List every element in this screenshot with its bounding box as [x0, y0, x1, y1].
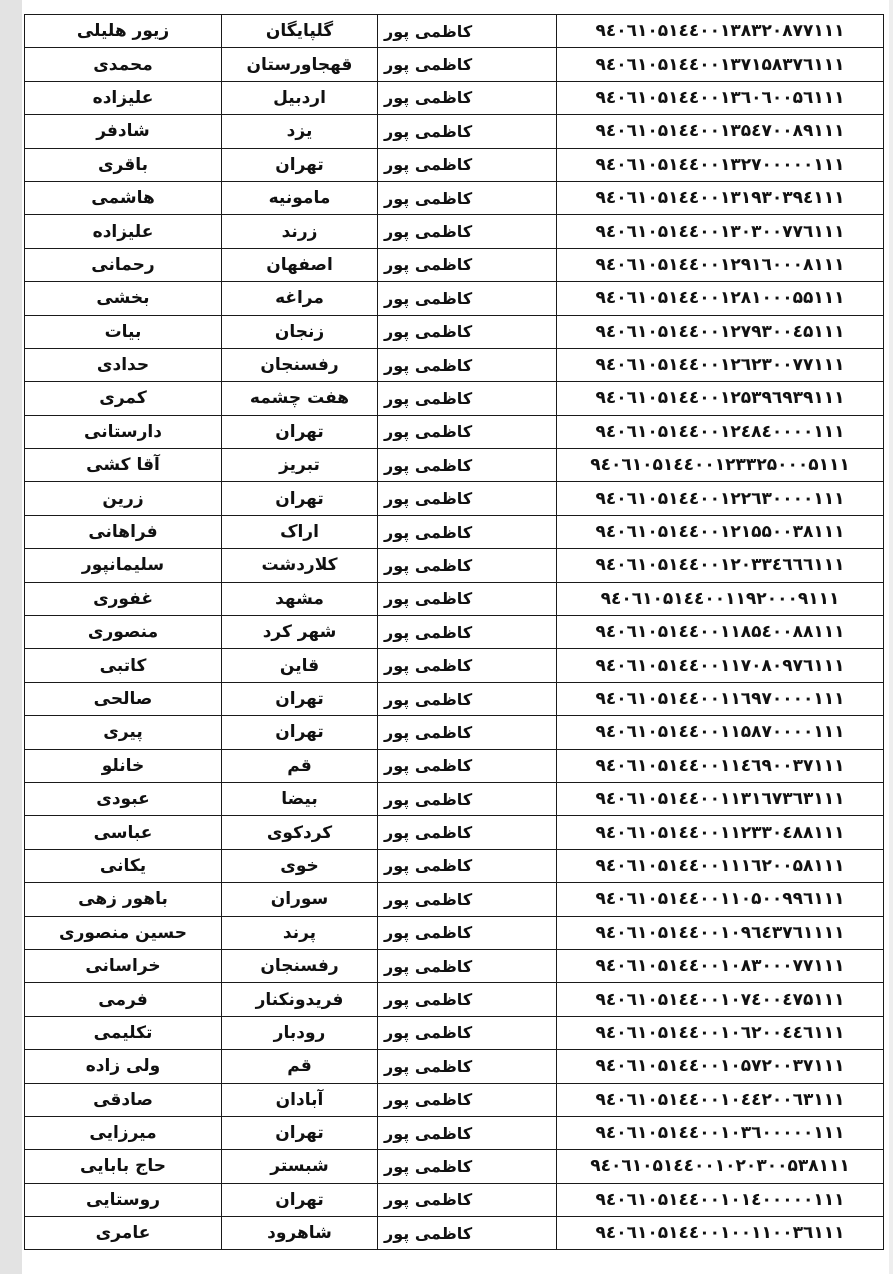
surname-cell: کاظمی پور: [378, 749, 557, 782]
account-number-cell: ۹٤۰٦۱۰۵۱٤٤۰۰۱۱۲۳۳۰٤۸۸۱۱۱: [557, 816, 884, 849]
table-row: [25, 1150, 884, 1183]
surname-cell: کاظمی پور: [378, 983, 557, 1016]
city-cell: تبریز: [222, 449, 378, 482]
table-row: [25, 248, 884, 281]
table-row: [25, 348, 884, 381]
table-row: [25, 148, 884, 181]
name-cell: باهور زهی: [25, 883, 222, 916]
name-cell: فراهانی: [25, 515, 222, 548]
surname-cell: کاظمی پور: [378, 1150, 557, 1183]
city-cell: شهر کرد: [222, 616, 378, 649]
name-cell: عبودی: [25, 782, 222, 815]
table-row: [25, 115, 884, 148]
account-number-cell: ۹٤۰٦۱۰۵۱٤٤۰۰۱۰٤٤۲۰۰٦۳۱۱۱: [557, 1083, 884, 1116]
account-number-cell: ۹٤۰٦۱۰۵۱٤٤۰۰۱۲۱۵۵۰۰۳۸۱۱۱: [557, 515, 884, 548]
city-cell: رفسنجان: [222, 348, 378, 381]
surname-cell: کاظمی پور: [378, 315, 557, 348]
account-number-cell: ۹٤۰٦۱۰۵۱٤٤۰۰۱۲۵۳۹٦۹۳۹۱۱۱: [557, 382, 884, 415]
city-cell: قاین: [222, 649, 378, 682]
table-row: [25, 1217, 884, 1250]
surname-cell: کاظمی پور: [378, 382, 557, 415]
surname-cell: کاظمی پور: [378, 248, 557, 281]
table-row: [25, 849, 884, 882]
surname-cell: کاظمی پور: [378, 515, 557, 548]
account-number-cell: ۹٤۰٦۱۰۵۱٤٤۰۰۱۱۰۵۰۰۹۹٦۱۱۱: [557, 883, 884, 916]
name-cell: هاشمی: [25, 181, 222, 214]
surname-cell: کاظمی پور: [378, 883, 557, 916]
account-number-cell: ۹٤۰٦۱۰۵۱٤٤۰۰۱۰۹٦٤۳۷٦۱۱۱۱: [557, 916, 884, 949]
account-number-cell: ۹٤۰٦۱۰۵۱٤٤۰۰۱۳۱۹۳۰۳۹٤۱۱۱: [557, 181, 884, 214]
surname-cell: کاظمی پور: [378, 1050, 557, 1083]
table-row: [25, 215, 884, 248]
account-number-cell: ۹٤۰٦۱۰۵۱٤٤۰۰۱۲۹۱٦۰۰۰۸۱۱۱: [557, 248, 884, 281]
account-number-cell: ۹٤۰٦۱۰۵۱٤٤۰۰۱۰۷٤۰۰٤۷۵۱۱۱: [557, 983, 884, 1016]
city-cell: رودبار: [222, 1016, 378, 1049]
city-cell: سوران: [222, 883, 378, 916]
name-cell: محمدی: [25, 48, 222, 81]
account-number-cell: ۹٤۰٦۱۰۵۱٤٤۰۰۱۲۰۳۳٤٦٦٦۱۱۱: [557, 549, 884, 582]
account-number-cell: ۹٤۰٦۱۰۵۱٤٤۰۰۱۳٦۰٦۰۰۵٦۱۱۱: [557, 81, 884, 114]
surname-cell: کاظمی پور: [378, 15, 557, 48]
surname-cell: کاظمی پور: [378, 282, 557, 315]
city-cell: گلپایگان: [222, 15, 378, 48]
city-cell: تهران: [222, 482, 378, 515]
surname-cell: کاظمی پور: [378, 181, 557, 214]
name-cell: کاتبی: [25, 649, 222, 682]
account-number-cell: ۹٤۰٦۱۰۵۱٤٤۰۰۱۱۸۵٤۰۰۸۸۱۱۱: [557, 616, 884, 649]
name-cell: زیور هلیلی: [25, 15, 222, 48]
surname-cell: کاظمی پور: [378, 215, 557, 248]
surname-cell: کاظمی پور: [378, 48, 557, 81]
table-row: [25, 181, 884, 214]
table-row: [25, 816, 884, 849]
surname-cell: کاظمی پور: [378, 916, 557, 949]
surname-cell: کاظمی پور: [378, 782, 557, 815]
name-cell: پیری: [25, 716, 222, 749]
name-cell: کمری: [25, 382, 222, 415]
account-number-cell: ۹٤۰٦۱۰۵۱٤٤۰۰۱۱۹۲۰۰۰۹۱۱۱: [557, 582, 884, 615]
city-cell: تهران: [222, 148, 378, 181]
surname-cell: کاظمی پور: [378, 549, 557, 582]
surname-cell: کاظمی پور: [378, 148, 557, 181]
account-number-cell: ۹٤۰٦۱۰۵۱٤٤۰۰۱۱٦۹۷۰۰۰۰۱۱۱: [557, 682, 884, 715]
account-number-cell: ۹٤۰٦۱۰۵۱٤٤۰۰۱۰۸۳۰۰۰۷۷۱۱۱: [557, 949, 884, 982]
table-row: [25, 515, 884, 548]
name-cell: سلیمانپور: [25, 549, 222, 582]
account-number-cell: ۹٤۰٦۱۰۵۱٤٤۰۰۱۲۲٦۳۰۰۰۰۱۱۱: [557, 482, 884, 515]
name-cell: منصوری: [25, 616, 222, 649]
table-row: [25, 382, 884, 415]
name-cell: عامری: [25, 1217, 222, 1250]
city-cell: مشهد: [222, 582, 378, 615]
city-cell: بیضا: [222, 782, 378, 815]
name-cell: بیات: [25, 315, 222, 348]
account-number-cell: ۹٤۰٦۱۰۵۱٤٤۰۰۱۳۸۳۲۰۸۷۷۱۱۱: [557, 15, 884, 48]
city-cell: قم: [222, 749, 378, 782]
city-cell: اراک: [222, 515, 378, 548]
city-cell: اصفهان: [222, 248, 378, 281]
table-row: [25, 949, 884, 982]
table-row: [25, 682, 884, 715]
surname-cell: کاظمی پور: [378, 716, 557, 749]
surname-cell: کاظمی پور: [378, 482, 557, 515]
name-cell: علیزاده: [25, 81, 222, 114]
name-cell: ولی زاده: [25, 1050, 222, 1083]
account-number-cell: ۹٤۰٦۱۰۵۱٤٤۰۰۱۲۳۳۲۵۰۰۰۵۱۱۱: [557, 449, 884, 482]
account-number-cell: ۹٤۰٦۱۰۵۱٤٤۰۰۱۲۸۱۰۰۰۵۵۱۱۱: [557, 282, 884, 315]
left-gray-margin: [0, 0, 22, 1280]
city-cell: تهران: [222, 1116, 378, 1149]
records-table: [24, 14, 884, 1250]
account-number-cell: ۹٤۰٦۱۰۵۱٤٤۰۰۱۲٦۲۳۰۰۷۷۱۱۱: [557, 348, 884, 381]
name-cell: میرزایی: [25, 1116, 222, 1149]
name-cell: شادفر: [25, 115, 222, 148]
name-cell: خانلو: [25, 749, 222, 782]
account-number-cell: ۹٤۰٦۱۰۵۱٤٤۰۰۱۳۰۳۰۰۷۷٦۱۱۱: [557, 215, 884, 248]
name-cell: صالحی: [25, 682, 222, 715]
account-number-cell: ۹٤۰٦۱۰۵۱٤٤۰۰۱۳۵٤۷۰۰۸۹۱۱۱: [557, 115, 884, 148]
table-row: [25, 649, 884, 682]
table-row: [25, 1016, 884, 1049]
name-cell: حدادی: [25, 348, 222, 381]
records-table-body: [25, 15, 884, 1250]
city-cell: کلاردشت: [222, 549, 378, 582]
account-number-cell: ۹٤۰٦۱۰۵۱٤٤۰۰۱۰۰۱۱۰۰۳٦۱۱۱: [557, 1217, 884, 1250]
account-number-cell: ۹٤۰٦۱۰۵۱٤٤۰۰۱۱٤٦۹۰۰۳۷۱۱۱: [557, 749, 884, 782]
surname-cell: کاظمی پور: [378, 949, 557, 982]
table-row: [25, 549, 884, 582]
surname-cell: کاظمی پور: [378, 1217, 557, 1250]
surname-cell: کاظمی پور: [378, 415, 557, 448]
name-cell: عباسی: [25, 816, 222, 849]
name-cell: باقری: [25, 148, 222, 181]
name-cell: دارستانی: [25, 415, 222, 448]
surname-cell: کاظمی پور: [378, 616, 557, 649]
table-row: [25, 749, 884, 782]
surname-cell: کاظمی پور: [378, 449, 557, 482]
name-cell: فرمی: [25, 983, 222, 1016]
surname-cell: کاظمی پور: [378, 649, 557, 682]
account-number-cell: ۹٤۰٦۱۰۵۱٤٤۰۰۱۰۵۷۲۰۰۳۷۱۱۱: [557, 1050, 884, 1083]
table-row: [25, 315, 884, 348]
surname-cell: کاظمی پور: [378, 1116, 557, 1149]
surname-cell: کاظمی پور: [378, 1083, 557, 1116]
surname-cell: کاظمی پور: [378, 1016, 557, 1049]
city-cell: قم: [222, 1050, 378, 1083]
table-row: [25, 782, 884, 815]
surname-cell: کاظمی پور: [378, 1183, 557, 1216]
name-cell: علیزاده: [25, 215, 222, 248]
table-row: [25, 1050, 884, 1083]
city-cell: پرند: [222, 916, 378, 949]
account-number-cell: ۹٤۰٦۱۰۵۱٤٤۰۰۱۱۱٦۲۰۰۵۸۱۱۱: [557, 849, 884, 882]
bottom-margin: [0, 1274, 893, 1280]
surname-cell: کاظمی پور: [378, 849, 557, 882]
table-row: [25, 482, 884, 515]
table-row: [25, 716, 884, 749]
city-cell: شاهرود: [222, 1217, 378, 1250]
table-row: [25, 449, 884, 482]
account-number-cell: ۹٤۰٦۱۰۵۱٤٤۰۰۱۲۷۹۳۰۰٤۵۱۱۱: [557, 315, 884, 348]
city-cell: رفسنجان: [222, 949, 378, 982]
surname-cell: کاظمی پور: [378, 81, 557, 114]
account-number-cell: ۹٤۰٦۱۰۵۱٤٤۰۰۱۱۳۱٦۷۳٦۳۱۱۱: [557, 782, 884, 815]
table-row: [25, 282, 884, 315]
account-number-cell: ۹٤۰٦۱۰۵۱٤٤۰۰۱۱۷۰۸۰۹۷٦۱۱۱: [557, 649, 884, 682]
table-row: [25, 15, 884, 48]
city-cell: تهران: [222, 716, 378, 749]
city-cell: شبستر: [222, 1150, 378, 1183]
account-number-cell: ۹٤۰٦۱۰۵۱٤٤۰۰۱۲٤۸٤۰۰۰۰۱۱۱: [557, 415, 884, 448]
city-cell: تهران: [222, 682, 378, 715]
table-row: [25, 415, 884, 448]
account-number-cell: ۹٤۰٦۱۰۵۱٤٤۰۰۱۰٦۲۰۰٤٤٦۱۱۱: [557, 1016, 884, 1049]
city-cell: زرند: [222, 215, 378, 248]
account-number-cell: ۹٤۰٦۱۰۵۱٤٤۰۰۱۰۲۰۳۰۰۵۳۸۱۱۱: [557, 1150, 884, 1183]
city-cell: فریدونکنار: [222, 983, 378, 1016]
table-row: [25, 582, 884, 615]
account-number-cell: ۹٤۰٦۱۰۵۱٤٤۰۰۱۰۳٦۰۰۰۰۰۱۱۱: [557, 1116, 884, 1149]
table-row: [25, 916, 884, 949]
city-cell: کردکوی: [222, 816, 378, 849]
city-cell: تهران: [222, 1183, 378, 1216]
name-cell: صادقی: [25, 1083, 222, 1116]
city-cell: زنجان: [222, 315, 378, 348]
account-number-cell: ۹٤۰٦۱۰۵۱٤٤۰۰۱۰۱٤۰۰۰۰۰۱۱۱: [557, 1183, 884, 1216]
city-cell: قهجاورستان: [222, 48, 378, 81]
table-row: [25, 983, 884, 1016]
city-cell: آبادان: [222, 1083, 378, 1116]
name-cell: تکلیمی: [25, 1016, 222, 1049]
table-row: [25, 616, 884, 649]
right-page-edge: [889, 0, 893, 1280]
surname-cell: کاظمی پور: [378, 682, 557, 715]
name-cell: خراسانی: [25, 949, 222, 982]
surname-cell: کاظمی پور: [378, 816, 557, 849]
name-cell: غفوری: [25, 582, 222, 615]
city-cell: تهران: [222, 415, 378, 448]
name-cell: حسین منصوری: [25, 916, 222, 949]
city-cell: اردبیل: [222, 81, 378, 114]
surname-cell: کاظمی پور: [378, 582, 557, 615]
table-row: [25, 1116, 884, 1149]
table-row: [25, 48, 884, 81]
city-cell: مراغه: [222, 282, 378, 315]
city-cell: مامونیه: [222, 181, 378, 214]
table-row: [25, 1083, 884, 1116]
account-number-cell: ۹٤۰٦۱۰۵۱٤٤۰۰۱۳۷۱۵۸۳۷٦۱۱۱: [557, 48, 884, 81]
name-cell: حاج بابایی: [25, 1150, 222, 1183]
name-cell: بخشی: [25, 282, 222, 315]
account-number-cell: ۹٤۰٦۱۰۵۱٤٤۰۰۱۳۲۷۰۰۰۰۰۱۱۱: [557, 148, 884, 181]
name-cell: روستایی: [25, 1183, 222, 1216]
city-cell: خوی: [222, 849, 378, 882]
name-cell: رحمانی: [25, 248, 222, 281]
name-cell: یکانی: [25, 849, 222, 882]
city-cell: یزد: [222, 115, 378, 148]
table-row: [25, 81, 884, 114]
surname-cell: کاظمی پور: [378, 348, 557, 381]
account-number-cell: ۹٤۰٦۱۰۵۱٤٤۰۰۱۱۵۸۷۰۰۰۰۱۱۱: [557, 716, 884, 749]
surname-cell: کاظمی پور: [378, 115, 557, 148]
city-cell: هفت چشمه: [222, 382, 378, 415]
name-cell: زرین: [25, 482, 222, 515]
table-row: [25, 1183, 884, 1216]
table-row: [25, 883, 884, 916]
name-cell: آقا کشی: [25, 449, 222, 482]
